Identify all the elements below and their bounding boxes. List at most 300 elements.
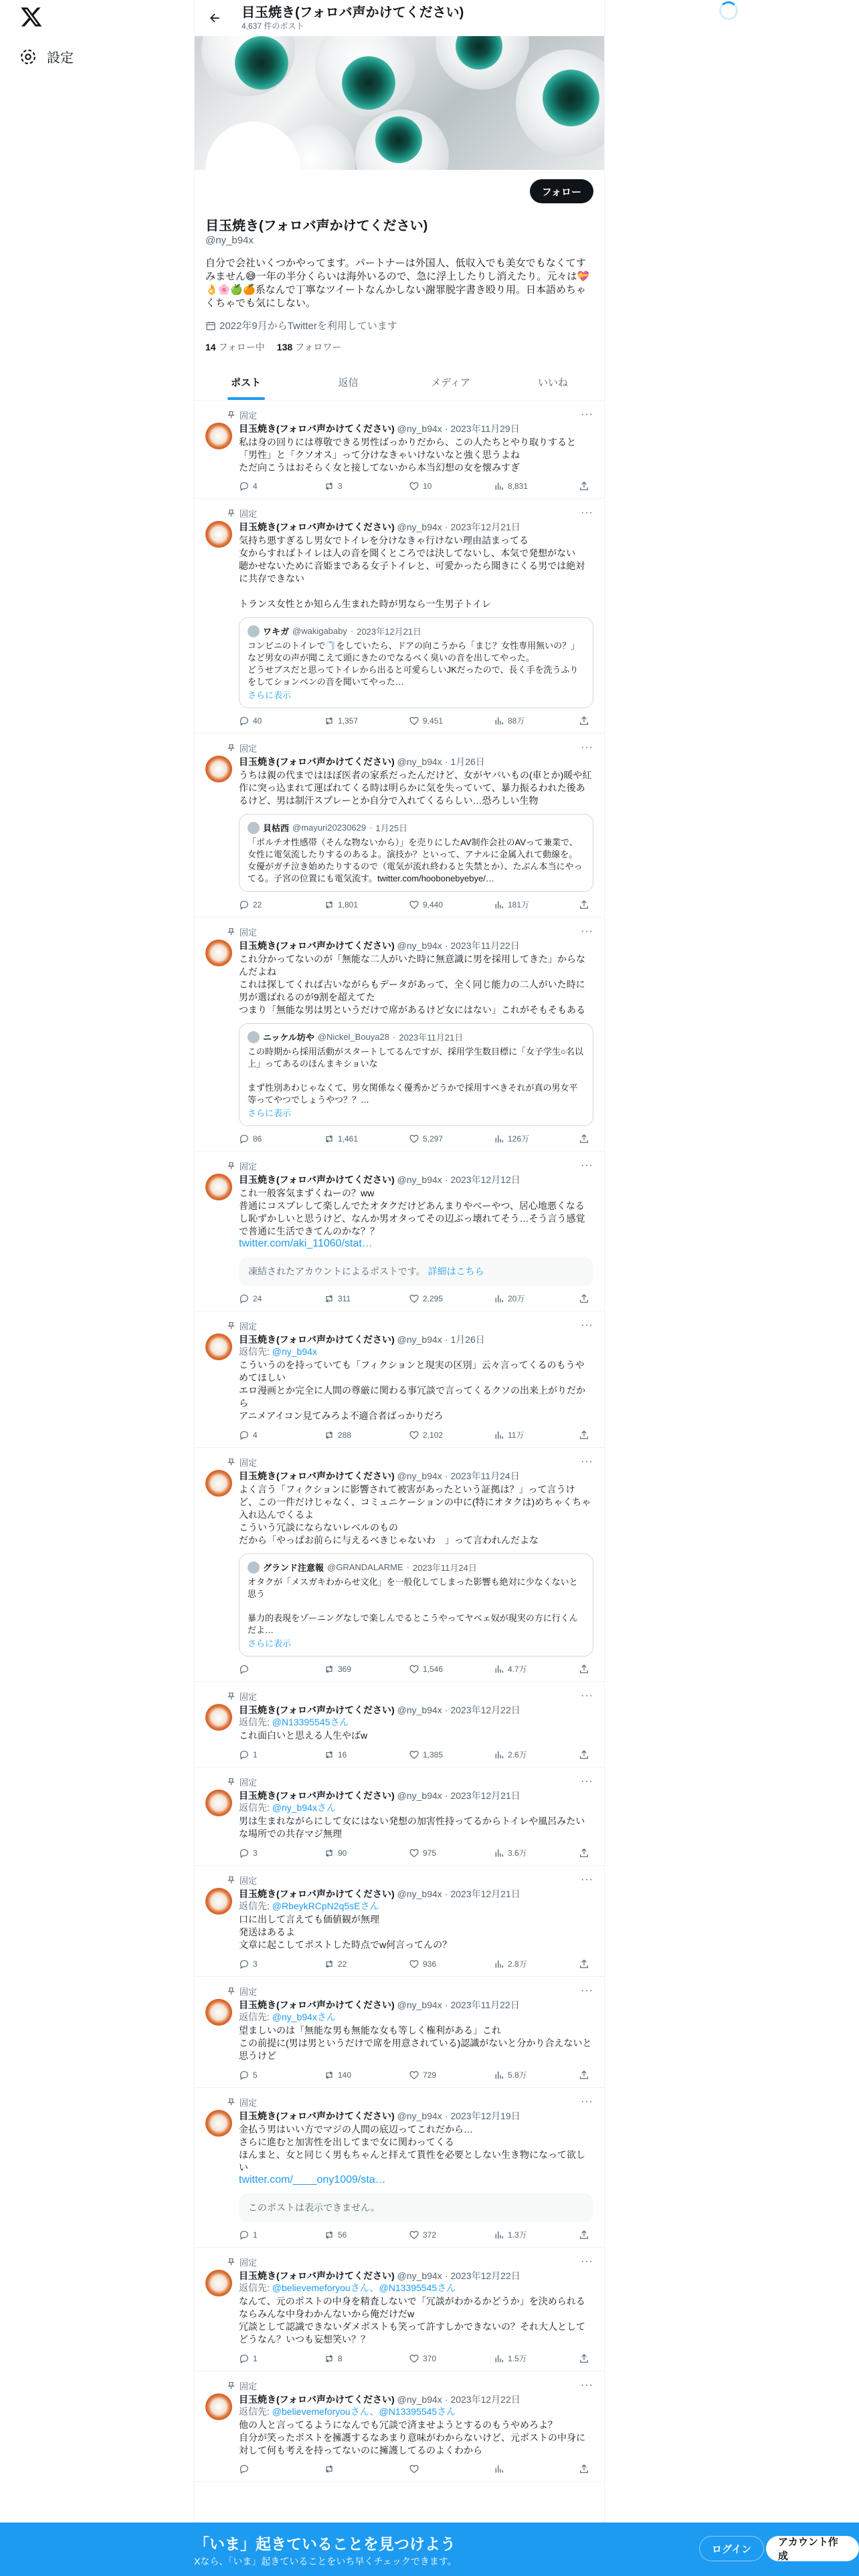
reply-to-link[interactable]: @ny_b94xさん: [272, 2012, 336, 2022]
avatar[interactable]: [205, 2270, 232, 2296]
author-handle[interactable]: @ny_b94x: [397, 1889, 442, 1899]
pinned-indicator: 固定: [227, 1985, 593, 1998]
more-options-icon[interactable]: ···: [581, 742, 593, 753]
like-button[interactable]: [409, 1429, 449, 1440]
tweet-date[interactable]: 2023年12月21日: [450, 1889, 520, 1899]
quote-avatar: [248, 1562, 260, 1574]
views-button[interactable]: [494, 1293, 534, 1304]
followers-link[interactable]: 138 フォロワー: [276, 342, 342, 352]
quote-date: 1月25日: [375, 823, 408, 833]
views-button[interactable]: [494, 2069, 534, 2080]
reply-icon: [239, 716, 250, 726]
heart-icon: [409, 2230, 419, 2240]
retweet-count: 8: [338, 2353, 343, 2363]
tweet-date[interactable]: 2023年12月22日: [450, 2394, 520, 2405]
retweet-button[interactable]: [324, 1293, 364, 1304]
tweet-date[interactable]: 2023年12月21日: [450, 522, 520, 532]
retweet-count: 22: [338, 1959, 347, 1969]
settings-link[interactable]: [19, 47, 74, 66]
tweet[interactable]: 固定 ··· 目玉焼き(フォロバ声かけてください) @ny_b94x · 2023年12月12日 これ一般客気まずくねーの？ww 普通にコスプレして楽しんでたオタクだけどあんまりやべーやつ、居心地悪くなるし恥ずかしいと思うけど、なんか男オタってその辺ぶっ壊れてそう…そう言う感覚で普通に生活できてんのかな？？ twitter.com/aki_11060/stat… 凍結されたアカウントによるポストです。 詳細はこちら 24 311 2,295 20万: [195, 1152, 604, 1311]
reply-to-link[interactable]: @believemeforyouさん、@N13395545さん: [272, 2406, 456, 2417]
pinned-indicator: 固定: [227, 1319, 593, 1332]
reply-button[interactable]: [239, 1663, 279, 1675]
like-button[interactable]: [409, 1293, 449, 1304]
share-button[interactable]: [579, 899, 589, 910]
unavailable-notice: [239, 1257, 593, 1286]
more-options-icon[interactable]: ···: [581, 2256, 593, 2267]
share-button[interactable]: [579, 2464, 589, 2474]
share-button[interactable]: [579, 1847, 589, 1858]
tweet[interactable]: 固定 ··· 目玉焼き(フォロバ声かけてください) @ny_b94x · 2023年12月19日 金払う男はいい方でマジの人間の底辺ってこれだから… さらに進むと加害性を出してまで女に関わってくる ほんまと、女と同じく男もちゃんと拝えて貰性を必要としない生き物になって欲しい twitter.com/____ony1009/sta… このポストは表示できません。 1 56 372 1.3万: [195, 2088, 604, 2248]
reply-button[interactable]: [239, 1958, 279, 1969]
reply-icon: [239, 1134, 250, 1144]
retweet-button[interactable]: [324, 1133, 364, 1144]
views-button[interactable]: [494, 1663, 534, 1675]
tweet-date[interactable]: 2023年12月22日: [450, 1705, 520, 1715]
notice-link[interactable]: 詳細はこちら: [427, 1266, 484, 1277]
retweet-button[interactable]: [324, 2464, 364, 2474]
reply-count: 4: [253, 481, 258, 491]
reply-count: 3: [253, 1848, 258, 1858]
reply-icon: [239, 2464, 250, 2474]
share-icon: [579, 2070, 589, 2080]
profile-tabs: [195, 364, 604, 401]
retweet-button[interactable]: [324, 2229, 364, 2240]
reply-button[interactable]: [239, 2464, 279, 2474]
more-options-icon[interactable]: ···: [581, 409, 593, 420]
reply-count: 1: [253, 2353, 258, 2363]
like-count: 975: [423, 1848, 437, 1858]
reply-icon: [239, 2353, 250, 2364]
author-name[interactable]: 目玉焼き(フォロバ声かけてください): [239, 756, 395, 767]
notice-text: 凍結されたアカウントによるポストです。: [248, 1266, 425, 1277]
tweet-text: 金払う男はいい方でマジの人間の底辺ってこれだから… さらに進むと加害性を出してまで女に関わってくる ほんまと、女と同じく男もちゃんと拝えて貰性を必要としない生き物になって欲しい: [239, 2124, 585, 2173]
more-options-icon[interactable]: ···: [581, 507, 593, 518]
share-button[interactable]: [579, 1958, 589, 1969]
reply-count: 40: [253, 716, 262, 726]
tweet[interactable]: 固定 ··· 目玉焼き(フォロバ声かけてください) @ny_b94x · 2023年12月21日 返信先: @RbeykRCpN2q5sEさん 口に出して言えても価値観が無理 発送はあるよ 文章に起こしてポストした時点でw何言ってんの？ 3 22 936 2.8万: [195, 1866, 604, 1977]
like-button[interactable]: [409, 715, 449, 726]
retweet-icon: [324, 2353, 335, 2364]
tweet-text: 他の人と言ってるようになんでも冗談で済ませようとするのもうやめろよ？ 自分が笑ったポストを擁護するなあまり意味がわからないけど、元ポストの中身に対して何も考えを持ってないのに擁護してるのよくわから: [239, 2420, 585, 2456]
more-options-icon[interactable]: ···: [581, 926, 593, 937]
signup-banner: [0, 2523, 859, 2576]
share-button[interactable]: [579, 1749, 589, 1760]
retweet-icon: [324, 716, 335, 726]
author-handle[interactable]: @ny_b94x: [397, 2000, 442, 2010]
retweet-icon: [324, 1134, 335, 1144]
reply-button[interactable]: [239, 1847, 279, 1858]
more-options-icon[interactable]: ···: [581, 1160, 593, 1171]
back-button[interactable]: [205, 9, 224, 27]
views-button[interactable]: [494, 899, 534, 910]
more-options-icon[interactable]: ···: [581, 1690, 593, 1701]
tweet-actions: [239, 715, 593, 726]
author-handle[interactable]: @ny_b94x: [397, 2270, 442, 2281]
retweet-button[interactable]: [324, 2353, 364, 2364]
tab-likes[interactable]: いいね: [537, 377, 568, 389]
avatar[interactable]: [205, 756, 232, 782]
signup-button[interactable]: アカウント作成: [766, 2536, 859, 2561]
author-handle[interactable]: @ny_b94x: [397, 940, 442, 951]
share-icon: [579, 2464, 589, 2474]
share-icon: [579, 716, 589, 726]
follow-button[interactable]: フォロー: [530, 179, 593, 203]
heart-icon: [409, 1430, 419, 1440]
views-button[interactable]: [494, 2353, 534, 2364]
share-button[interactable]: [579, 1429, 589, 1440]
avatar[interactable]: [205, 423, 232, 449]
like-button[interactable]: [409, 1749, 449, 1760]
retweet-button[interactable]: [324, 1429, 364, 1440]
tweet-text: 気持ち悪すぎるし男女でトイレを分けなきゃ行けない理由詰まってる 女からすればトイレは人の音を聞くところでは決してないし、本気で発想がない 聴かせないために音姫まである女子トイレと、可愛かったら聞きにくる男では絶対に共存できない トランス女性とか知らん生まれた時が男なら一生男子トイレ: [239, 535, 585, 609]
pin-icon: [227, 509, 235, 518]
views-button[interactable]: [494, 1429, 534, 1440]
avatar[interactable]: [205, 1790, 232, 1816]
reply-button[interactable]: [239, 2353, 279, 2364]
retweet-icon: [324, 1959, 335, 1969]
share-button[interactable]: [579, 1293, 589, 1304]
quote-author-handle: @GRANDALARME: [327, 1562, 403, 1572]
x-logo-icon[interactable]: [20, 5, 43, 28]
tweet-date[interactable]: 2023年12月22日: [450, 2270, 520, 2281]
reply-button[interactable]: [239, 715, 279, 726]
login-button[interactable]: ログイン: [699, 2536, 764, 2561]
like-count: 9,451: [423, 716, 444, 726]
avatar[interactable]: [205, 1333, 232, 1360]
views-button[interactable]: [494, 2464, 534, 2474]
tweet[interactable]: 固定 ··· 目玉焼き(フォロバ声かけてください) @ny_b94x · 1月26日 返信先: @ny_b94x こういうのを持っていても「フィクションと現実の区別」云々言ってくるのもうやめてほしい エロ漫画とか完全に人間の尊厳に関わる事冗談で言ってくるクソの出来上がりだから アニメアイコン見てみろよ不適合者ばっかりだろ 4 288 2,102 11万: [195, 1311, 604, 1448]
quote-avatar: [248, 1031, 260, 1043]
reply-count: 1: [253, 2230, 258, 2240]
author-name[interactable]: 目玉焼き(フォロバ声かけてください): [239, 2111, 395, 2121]
tweet-actions: [239, 1749, 593, 1760]
following-link[interactable]: 14 フォロー中: [205, 342, 265, 352]
tweet-actions: [239, 1133, 593, 1144]
author-handle[interactable]: @ny_b94x: [397, 2111, 442, 2121]
tweet[interactable]: 固定 ··· 目玉焼き(フォロバ声かけてください) @ny_b94x · 1月26日 うちは親の代まではほぼ医者の家系だったんだけど、女がヤバいもの(車とか)暖や紅作に突っ込まれて運ばれてくる時は明らかに気を失っていて、暴力振るわれた後あるけど、男は制汗スプレーとか自分で入れてくるらしい…恐ろしい生物 貝枯西 @mayuri20230629 · 1月25日 「ポルチオ性感帯（そんな物ないから）」を売りにしたAV制作会社のAVって兼業で、女性に電気流したりするのあるよ。演技か？といって、アナルに金属入れて動線を。女優がガチ泣き始めたりするので（電気が流れ終わると失禁とか）、たぶん本当にやってる。子宮の位置にも電気流す。twitter.com/hoobonebyebye/… 22 1,801 9,440 181万: [195, 734, 604, 918]
author-handle[interactable]: @ny_b94x: [397, 1790, 442, 1801]
share-icon: [579, 1134, 589, 1144]
reply-count: 22: [253, 899, 262, 909]
avatar[interactable]: [205, 1999, 232, 2026]
profile-name: 目玉焼き(フォロバ声かけてください): [205, 219, 428, 233]
quoted-tweet[interactable]: ニッケル坊や @Nickel_Bouya28 · 2023年11月21日 この時期から採用活動がスタートしてるんですが、採用学生数目標に「女子学生○名以上」ってあるのほんまキショいな まず性別あわじゃなくて、男女関係なく優秀かどうかで採用すべきそれが真の男女平等ってやつでしょうやつ？？… さらに表示: [239, 1023, 593, 1126]
author-handle[interactable]: @ny_b94x: [397, 423, 442, 434]
tweet-actions: [239, 1663, 593, 1675]
quote-author-handle: @wakigababy: [292, 626, 347, 636]
avatar[interactable]: [205, 521, 232, 548]
author-handle[interactable]: @ny_b94x: [397, 756, 442, 767]
tweet-text: これ一般客気まずくねーの？ww 普通にコスプレして楽しんでたオタクだけどあんまりやべーやつ、居心地悪くなるし恥ずかしいと思うけど、なんか男オタってその辺ぶっ壊れてそう…そう言う感覚で普通に生活できてんのかな？？: [239, 1188, 585, 1237]
author-handle[interactable]: @ny_b94x: [397, 1471, 442, 1481]
like-button[interactable]: [409, 2464, 449, 2474]
more-options-icon[interactable]: ···: [581, 2379, 593, 2391]
quote-author-name: ニッケル坊や: [263, 1033, 314, 1043]
share-button[interactable]: [579, 1663, 589, 1675]
views-button[interactable]: [494, 1958, 534, 1969]
bar-chart-icon: [494, 2353, 504, 2364]
more-options-icon[interactable]: ···: [581, 1456, 593, 1467]
like-count: 2,295: [423, 1293, 444, 1303]
reply-icon: [239, 1664, 250, 1675]
gear-icon: [19, 47, 37, 66]
share-icon: [579, 899, 589, 910]
quote-author-handle: @Nickel_Bouya28: [317, 1032, 389, 1042]
author-name[interactable]: 目玉焼き(フォロバ声かけてください): [239, 522, 395, 532]
author-name[interactable]: 目玉焼き(フォロバ声かけてください): [239, 2270, 395, 2281]
tweet-date[interactable]: 1月26日: [450, 756, 485, 767]
view-count: 5.8万: [508, 2070, 527, 2080]
avatar[interactable]: [205, 1174, 232, 1200]
unavailable-notice: [239, 2193, 593, 2222]
author-name[interactable]: 目玉焼き(フォロバ声かけてください): [239, 1705, 395, 1715]
tweet[interactable]: 固定 ··· 目玉焼き(フォロバ声かけてください) @ny_b94x · 2023年12月22日 返信先: @believemeforyouさん、@N13395545さん なんて、元のポストの中身を精査しないで「冗談がわかるかどうか」を決められるならみんな中身わかんないから俺だけだw 冗談として認識できないダメポストも笑って許すしかできないの？それ大人としてどうなん？いつも妄想笑い？？ 1 8 370 1.5万: [195, 2248, 604, 2371]
quoted-tweet[interactable]: グランド注意報 @GRANDALARME · 2023年11月24日 オタクが「メスガキわからせ文化」を一般化してしまった影響も絶対に少なくないと思う 暴力的表現をゾーニングなしで楽しんでるとこうやってヤベェ奴が現実の方に行くんだよ… さらに表示: [239, 1553, 593, 1656]
tweet-text: うちは親の代まではほぼ医者の家系だったんだけど、女がヤバいもの(車とか)暖や紅作に突っ込まれて運ばれてくる時は明らかに気を失っていて、暴力振るわれた後あるけど、男は制汗スプレーとか自分で入れてくるらしい…恐ろしい生物: [239, 770, 592, 806]
view-count: 1.5万: [508, 2354, 527, 2363]
tweet[interactable]: 固定 ··· 目玉焼き(フォロバ声かけてください) @ny_b94x · 2023年11月22日 返信先: @ny_b94xさん 望ましいのは「無能な男も無能な女も等しく権利がある」これ この前提に(男は男というだけで席を用意されている)認識がないと分かり合えないと思うけど 5 140 729 5.8万: [195, 1977, 604, 2088]
tweet[interactable]: 固定 ··· 目玉焼き(フォロバ声かけてください) @ny_b94x · 2023年11月22日 これ分かってないのが「無能な二人がいた時に無意識に男を採用してきた」からなんだよね これは探してくれば古いながらもデータがあって、全く同じ能力の二人がいた時に男が選ばれるのが9割を超えてた つまり「無能な男は男というだけで席があるけど女にはない」これがそもそもある ニッケル坊や @Nickel_Bouya28 · 2023年11月21日 この時期から採用活動がスタートしてるんですが、採用学生数目標に「女子学生○名以上」ってあるのほんまキショいな まず性別あわじゃなくて、男女関係なく優秀かどうかで採用すべきそれが真の男女平等ってやつでしょうやつ？？… さらに表示 86 1,461 5,297 126万: [195, 918, 604, 1152]
quote-text: コンビニのトイレで🧻をしていたら、ドアの向こうから「まじ？女性専用無いの？」など男女の声が聞こえて頭にきたのでなるべく臭いの音を出してやった。 どうせブスだと思ってトイレから出ると可愛らしいJKだったので、長く手を洗うふりをしてションベンの音を聞いてやった…: [248, 641, 580, 687]
author-name[interactable]: 目玉焼き(フォロバ声かけてください): [239, 1889, 395, 1899]
bar-chart-icon: [494, 1664, 504, 1675]
reply-to: 返信先: @ny_b94xさん: [239, 1802, 336, 1813]
bar-chart-icon: [494, 716, 504, 726]
retweet-button[interactable]: [324, 481, 364, 492]
avatar[interactable]: [205, 1704, 232, 1731]
author-name[interactable]: 目玉焼き(フォロバ声かけてください): [239, 423, 395, 434]
reply-button[interactable]: [239, 481, 279, 492]
reply-to: 返信先: @ny_b94x: [239, 1346, 317, 1357]
share-button[interactable]: [579, 1133, 589, 1144]
author-handle[interactable]: @ny_b94x: [397, 1705, 442, 1715]
view-count: 1.3万: [508, 2230, 527, 2240]
share-icon: [579, 1293, 589, 1304]
reply-to-link[interactable]: @believemeforyouさん、@N13395545さん: [272, 2282, 456, 2293]
retweet-icon: [324, 1430, 335, 1440]
pinned-indicator: 固定: [227, 2256, 593, 2268]
bar-chart-icon: [494, 1134, 504, 1144]
tweet-text: こういうのを持っていても「フィクションと現実の区別」云々言ってくるのもうやめてほしい エロ漫画とか完全に人間の尊厳に関わる事冗談で言ってくるクソの出来上がりだから アニメアイコン見てみろよ不適合者ばっかりだろ: [239, 1360, 585, 1421]
reply-icon: [239, 1959, 250, 1969]
heart-icon: [409, 899, 419, 910]
reply-icon: [239, 481, 250, 492]
heart-icon: [409, 716, 419, 726]
retweet-count: 90: [338, 1848, 347, 1858]
reply-count: 5: [253, 2070, 258, 2080]
tweet[interactable]: 固定 ··· 目玉焼き(フォロバ声かけてください) @ny_b94x · 2023年11月24日 よく言う「フィクションに影響されて被害があったという証拠は？」って言うけど、この一件だけじゃなく、コミュニケーションの中に(特にオタクは)めちゃくちゃ入れ込んでくるよ こういう冗談にならないレベルのもの だから「やっぱお前らに与えるべきじゃないわ 」って言われんだよな グランド注意報 @GRANDALARME · 2023年11月24日 オタクが「メスガキわからせ文化」を一般化してしまった影響も絶対に少なくないと思う 暴力的表現をゾーニングなしで楽しんでるとこうやってヤベェ奴が現実の方に行くんだよ… さらに表示 369 1,546 4.7万: [195, 1448, 604, 1682]
author-name[interactable]: 目玉焼き(フォロバ声かけてください): [239, 940, 395, 951]
tweet-link[interactable]: twitter.com/____ony1009/sta…: [239, 2174, 386, 2185]
retweet-button[interactable]: [324, 715, 364, 726]
retweet-count: 1,801: [338, 899, 359, 909]
pinned-indicator: 固定: [227, 507, 593, 520]
reply-button[interactable]: [239, 1429, 279, 1440]
retweet-icon: [324, 1293, 335, 1304]
author-name[interactable]: 目玉焼き(フォロバ声かけてください): [239, 1790, 395, 1801]
views-button[interactable]: [494, 1749, 534, 1760]
like-button[interactable]: [409, 899, 449, 910]
like-button[interactable]: [409, 481, 449, 492]
bar-chart-icon: [494, 481, 504, 492]
more-options-icon[interactable]: ···: [581, 1319, 593, 1331]
like-button[interactable]: [409, 2069, 449, 2080]
reply-to-link[interactable]: @RbeykRCpN2q5sEさん: [272, 1901, 379, 1911]
pin-icon: [227, 1876, 235, 1885]
author-handle[interactable]: @ny_b94x: [397, 1174, 442, 1185]
heart-icon: [409, 2464, 419, 2474]
profile-avatar[interactable]: [205, 122, 300, 217]
like-button[interactable]: [409, 1133, 449, 1144]
like-count: 936: [423, 1959, 437, 1969]
more-options-icon[interactable]: ···: [581, 1985, 593, 1996]
reply-icon: [239, 1848, 250, 1858]
author-handle[interactable]: @ny_b94x: [397, 1334, 442, 1345]
views-button[interactable]: [494, 481, 534, 492]
share-button[interactable]: [579, 2069, 589, 2080]
tweet-actions: [239, 1293, 593, 1304]
more-options-icon[interactable]: ···: [581, 2096, 593, 2107]
pinned-indicator: 固定: [227, 1776, 593, 1788]
heart-icon: [409, 1749, 419, 1760]
show-more-link[interactable]: さらに表示: [248, 1108, 292, 1118]
share-button[interactable]: [579, 481, 589, 492]
retweet-icon: [324, 1848, 335, 1858]
retweet-count: 56: [338, 2230, 347, 2240]
tweet-date[interactable]: 2023年11月29日: [450, 423, 520, 434]
author-name[interactable]: 目玉焼き(フォロバ声かけてください): [239, 1174, 395, 1185]
tweet[interactable]: 固定 ··· 目玉焼き(フォロバ声かけてください) @ny_b94x · 2023年12月21日 気持ち悪すぎるし男女でトイレを分けなきゃ行けない理由詰まってる 女からすればトイレは人の音を聞くところでは決してないし、本気で発想がない 聴かせないために音姫まである女子トイレと、可愛かったら聞きにくる男では絶対に共存できない トランス女性とか知らん生まれた時が男なら一生男子トイレ ワキガ @wakigababy · 2023年12月21日 コンビニのトイレで🧻をしていたら、ドアの向こうから「まじ？女性専用無いの？」など男女の声が聞こえて頭にきたのでなるべく臭いの音を出してやった。 どうせブスだと思ってトイレから出ると可愛らしいJKだったので、長く手を洗うふりをしてションベンの音を聞いてやった… さらに表示 40 1,357 9,451 88万: [195, 499, 604, 734]
views-button[interactable]: [494, 1847, 534, 1858]
views-button[interactable]: [494, 1133, 534, 1144]
tweet-date[interactable]: 2023年11月22日: [450, 2000, 520, 2010]
avatar[interactable]: [205, 2110, 232, 2137]
quoted-tweet[interactable]: 貝枯西 @mayuri20230629 · 1月25日 「ポルチオ性感帯（そんな物ないから）」を売りにしたAV制作会社のAVって兼業で、女性に電気流したりするのあるよ。演技か？といって、アナルに金属入れて動線を。女優がガチ泣き始めたりするので（電気が流れ終わると失禁とか）、たぶん本当にやってる。子宮の位置にも電気流す。twitter.com/hoobonebyebye/…: [239, 814, 593, 892]
share-button[interactable]: [579, 2353, 589, 2364]
avatar[interactable]: [205, 1470, 232, 1497]
pinned-indicator: 固定: [227, 2096, 593, 2109]
retweet-button[interactable]: [324, 1663, 364, 1675]
tweet-date[interactable]: 1月26日: [450, 1334, 485, 1345]
share-icon: [579, 2353, 589, 2364]
reply-to-link[interactable]: @N13395545さん: [272, 1717, 349, 1727]
show-more-link[interactable]: さらに表示: [248, 1638, 292, 1648]
heart-icon: [409, 1848, 419, 1858]
like-button[interactable]: [409, 1958, 449, 1969]
reply-to-link[interactable]: @ny_b94xさん: [272, 1802, 336, 1813]
retweet-button[interactable]: [324, 2069, 364, 2080]
author-name[interactable]: 目玉焼き(フォロバ声かけてください): [239, 1334, 395, 1345]
views-button[interactable]: [494, 2229, 534, 2240]
retweet-button[interactable]: [324, 1958, 364, 1969]
views-button[interactable]: [494, 715, 534, 726]
tweet-actions: [239, 2069, 593, 2080]
tweet-actions: [239, 899, 593, 910]
tab-posts[interactable]: ポスト: [195, 364, 297, 400]
tweet-link[interactable]: twitter.com/aki_11060/stat…: [239, 1238, 373, 1249]
tweet-date[interactable]: 2023年12月12日: [450, 1174, 520, 1185]
reply-count: 1: [253, 1749, 258, 1759]
pinned-indicator: 固定: [227, 2379, 593, 2392]
avatar[interactable]: [205, 2393, 232, 2420]
retweet-button[interactable]: [324, 899, 364, 910]
retweet-count: 16: [338, 1749, 347, 1759]
reply-icon: [239, 1430, 250, 1440]
reply-icon: [239, 2070, 250, 2080]
pinned-indicator: 固定: [227, 1456, 593, 1469]
author-name[interactable]: 目玉焼き(フォロバ声かけてください): [239, 1471, 395, 1481]
like-button[interactable]: [409, 2353, 449, 2364]
tweet[interactable]: 固定 ··· 目玉焼き(フォロバ声かけてください) @ny_b94x · 2023年12月22日 返信先: @N13395545さん これ面白いと思える人生やばw 1 16 1,385 2.6万: [195, 1682, 604, 1767]
share-button[interactable]: [579, 2229, 589, 2240]
reply-button[interactable]: [239, 2229, 279, 2240]
tweet[interactable]: 固定 ··· 目玉焼き(フォロバ声かけてください) @ny_b94x · 2023年11月29日 私は身の回りには尊敬できる男性ばっかりだから、この人たちとやり取りすると「男性」と「クソオス」って分けなきゃいけないなと強く思うよね ただ向こうはおそらく女と接してないから本当幻想の女を懐みすぎ 4 3 10 8,831: [195, 401, 604, 499]
author-name[interactable]: 目玉焼き(フォロバ声かけてください): [239, 2000, 395, 2010]
author-name[interactable]: 目玉焼き(フォロバ声かけてください): [239, 2394, 395, 2405]
quote-avatar: [248, 625, 260, 637]
retweet-icon: [324, 2230, 335, 2240]
like-button[interactable]: [409, 1663, 449, 1675]
tweet-actions: [239, 1847, 593, 1858]
quoted-tweet[interactable]: ワキガ @wakigababy · 2023年12月21日 コンビニのトイレで🧻をしていたら、ドアの向こうから「まじ？女性専用無いの？」など男女の声が聞こえて頭にきたのでなるべく臭いの音を出してやった。 どうせブスだと思ってトイレから出ると可愛らしいJKだったので、長く手を洗うふりをしてションベンの音を聞いてやった… さらに表示: [239, 617, 593, 708]
profile-handle: @ny_b94x: [205, 235, 254, 246]
bar-chart-icon: [494, 2070, 504, 2080]
reply-button[interactable]: [239, 1293, 279, 1304]
tab-media[interactable]: メディア: [431, 377, 470, 389]
more-options-icon[interactable]: ···: [581, 1776, 593, 1787]
retweet-icon: [324, 2070, 335, 2080]
tweet-date[interactable]: 2023年11月24日: [450, 1471, 520, 1481]
left-nav: [0, 0, 194, 2576]
like-button[interactable]: [409, 2229, 449, 2240]
like-button[interactable]: [409, 1847, 449, 1858]
tweet[interactable]: 固定 ··· 目玉焼き(フォロバ声かけてください) @ny_b94x · 2023年12月22日 返信先: @believemeforyouさん、@N13395545さん 他の人と言ってるようになんでも冗談で済ませようとするのもうやめろよ？ 自分が笑ったポストを擁護するなあまり意味がわからないけど、元ポストの中身に対して何も考えを持ってないのに擁護してるのよくわから: [195, 2371, 604, 2482]
retweet-button[interactable]: [324, 1847, 364, 1858]
show-more-link[interactable]: さらに表示: [248, 690, 292, 700]
avatar[interactable]: [205, 940, 232, 966]
quote-date: 2023年11月24日: [412, 1563, 477, 1573]
tweet-date[interactable]: 2023年11月22日: [450, 940, 520, 951]
retweet-count: 288: [338, 1430, 352, 1440]
retweet-count: 3: [338, 481, 343, 491]
reply-button[interactable]: [239, 899, 279, 910]
quote-date: 2023年11月21日: [399, 1033, 464, 1043]
bar-chart-icon: [494, 1430, 504, 1440]
pin-icon: [227, 1162, 235, 1170]
avatar[interactable]: [205, 1888, 232, 1915]
tweet[interactable]: 固定 ··· 目玉焼き(フォロバ声かけてください) @ny_b94x · 2023年12月21日 返信先: @ny_b94xさん 男は生まれながらにして女にはない発想の加害性持ってるからトイレや風呂みたいな場所での共存マジ無理 3 90 975 3.6万: [195, 1767, 604, 1866]
banner-subtitle: Xなら、「いま」起きていることをいち早くチェックできます。: [194, 2556, 457, 2567]
share-icon: [579, 1749, 589, 1760]
tweet-actions: [239, 2229, 593, 2240]
share-button[interactable]: [579, 715, 589, 726]
author-handle[interactable]: @ny_b94x: [397, 522, 442, 532]
reply-button[interactable]: [239, 1749, 279, 1760]
retweet-button[interactable]: [324, 1749, 364, 1760]
reply-button[interactable]: [239, 1133, 279, 1144]
tweet-date[interactable]: 2023年12月21日: [450, 1790, 520, 1801]
tweet-date[interactable]: 2023年12月19日: [450, 2111, 520, 2121]
bar-chart-icon: [494, 1959, 504, 1969]
author-handle[interactable]: @ny_b94x: [397, 2394, 442, 2405]
pin-icon: [227, 928, 235, 936]
more-options-icon[interactable]: ···: [581, 1874, 593, 1885]
reply-button[interactable]: [239, 2069, 279, 2080]
reply-icon: [239, 1749, 250, 1760]
tab-replies[interactable]: 返信: [338, 377, 359, 389]
reply-to-link[interactable]: @ny_b94x: [272, 1346, 317, 1357]
